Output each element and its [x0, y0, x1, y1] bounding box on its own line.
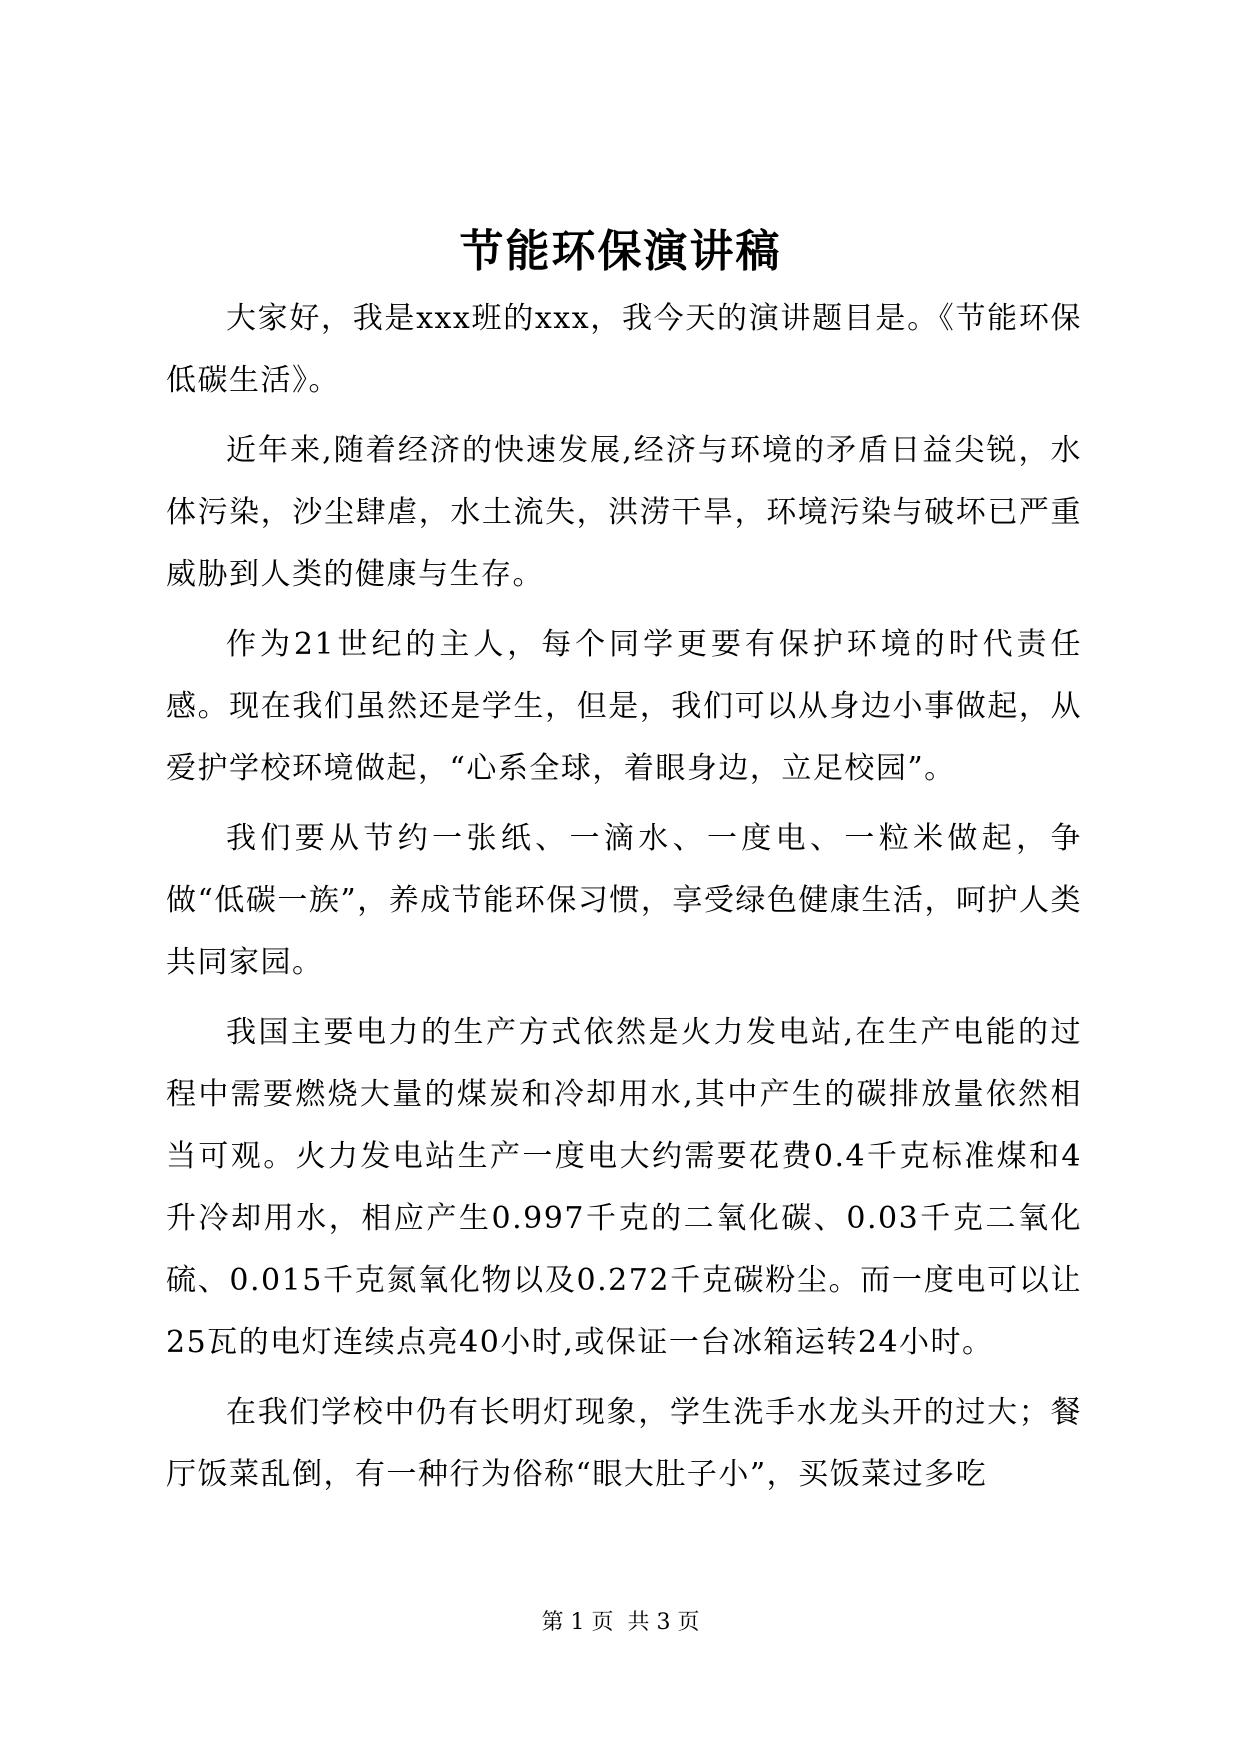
- paragraph-low-carbon: 我们要从节约一张纸、一滴水、一度电、一粒米做起，争做“低碳一族”，养成节能环保习惯，享受绿色健康生活，呵护人类共同家园。: [166, 821, 1082, 980]
- document-title: 节能环保演讲稿: [459, 226, 782, 277]
- page-number-label: 第 1 页 共 3 页: [541, 1610, 700, 1635]
- paragraph-responsibility: 作为21世纪的主人，每个同学更要有保护环境的时代责任感。现在我们虽然还是学生，但是，我们可以从身边小事做起，从爱护学校环境做起，“心系全球，着眼身边，立足校园”。: [166, 627, 1082, 786]
- paragraph-electricity: 我国主要电力的生产方式依然是火力发电站,在生产电能的过程中需要燃烧大量的煤炭和冷却用水,其中产生的碳排放量依然相当可观。火力发电站生产一度电大约需要花费0.4千克标准煤和4升冷却用水，相应产生0.997千克的二氧化碳、0.03千克二氧化硫、0.015千克氮氧化物以及0.272千克碳粉尘。而一度电可以让25瓦的电灯连续点亮40小时,或保证一台冰箱运转24小时。: [166, 1015, 1082, 1360]
- document-body: [166, 288, 1082, 1514]
- paragraph-environment: 近年来,随着经济的快速发展,经济与环境的矛盾日益尖锐，水体污染，沙尘肆虐，水土流失，洪涝干旱，环境污染与破坏已严重威胁到人类的健康与生存。: [166, 433, 1082, 592]
- paragraph-school: 在我们学校中仍有长明灯现象，学生洗手水龙头开的过大；餐厅饭菜乱倒，有一种行为俗称“眼大肚子小”，买饭菜过多吃: [166, 1395, 1082, 1492]
- paragraph-greeting: 大家好，我是xxx班的xxx，我今天的演讲题目是。《节能环保低碳生活》。: [166, 301, 1082, 398]
- page-footer: [0, 1608, 1241, 1638]
